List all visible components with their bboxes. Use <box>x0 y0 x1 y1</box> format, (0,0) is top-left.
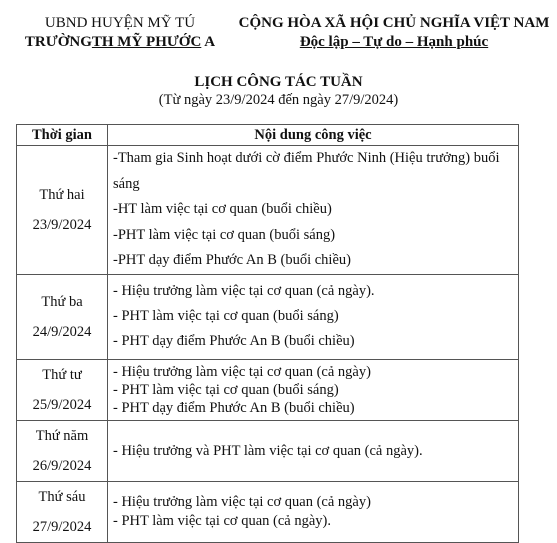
table-row <box>17 359 519 420</box>
content-cell <box>108 146 519 275</box>
day-cell <box>17 146 108 275</box>
header-time: Thời gian <box>17 125 108 146</box>
school-name <box>0 33 240 52</box>
school-name-underlined: TH MỸ PHƯỚC <box>91 34 202 50</box>
day-cell <box>17 274 108 359</box>
task-item: - PHT làm việc tại cơ quan (cả ngày). <box>113 512 331 529</box>
day-cell <box>17 420 108 481</box>
table-row <box>17 274 519 359</box>
national-motto: Độc lập – Tự do – Hạnh phúc <box>299 34 489 50</box>
task-item: -PHT làm việc tại cơ quan (buổi sáng) <box>113 226 336 243</box>
header-content: Nội dung công việc <box>108 125 519 146</box>
day-date: 27/9/2024 <box>32 518 92 535</box>
task-item: -PHT dạy điểm Phước An B (buổi chiều) <box>113 252 351 268</box>
content-cell <box>108 274 519 359</box>
table-row <box>17 146 519 275</box>
table-row <box>17 481 519 542</box>
school-prefix: TRƯỜNG <box>24 34 92 50</box>
day-cell <box>17 481 108 542</box>
content-cell <box>108 481 519 542</box>
task-item: - Hiệu trưởng làm việc tại cơ quan (cả ngày) <box>113 363 371 380</box>
date-range: (Từ ngày 23/9/2024 đến ngày 27/9/2024) <box>158 92 399 108</box>
task-item: - PHT dạy điểm Phước An B (buổi chiều) <box>113 333 355 349</box>
day-name: Thứ sáu <box>38 488 86 505</box>
district-unit: UBND HUYỆN MỸ TÚ <box>44 15 196 31</box>
day-date: 24/9/2024 <box>32 323 92 340</box>
table-header-row <box>17 125 519 146</box>
day-date: 25/9/2024 <box>32 396 92 413</box>
task-item: - PHT làm việc tại cơ quan (buổi sáng) <box>113 381 339 398</box>
national-header <box>228 14 557 52</box>
task-item: - PHT làm việc tại cơ quan (buổi sáng) <box>113 308 339 324</box>
task-item: -HT làm việc tại cơ quan (buổi chiều) <box>113 201 332 217</box>
day-cell <box>17 359 108 420</box>
weekly-schedule-table <box>16 124 519 543</box>
content-cell <box>108 420 519 481</box>
day-date: 23/9/2024 <box>32 216 92 233</box>
task-item: - PHT dạy điểm Phước An B (buổi chiều) <box>113 399 355 416</box>
table-row <box>17 420 519 481</box>
day-name: Thứ ba <box>41 293 83 310</box>
day-date: 26/9/2024 <box>32 457 92 474</box>
task-item: - Hiệu trưởng và PHT làm việc tại cơ quan (cả ngày). <box>113 442 423 459</box>
agency-header <box>0 14 240 52</box>
task-item: - Hiệu trưởng làm việc tại cơ quan (cả ngày) <box>113 493 371 510</box>
task-item: -Tham gia Sinh hoạt dưới cờ điểm Phước Ninh (Hiệu trưởng) buổi sáng <box>113 150 500 192</box>
school-suffix: A <box>201 34 216 50</box>
country-name: CỘNG HÒA XÃ HỘI CHỦ NGHĨA VIỆT NAM <box>238 15 550 31</box>
day-name: Thứ năm <box>35 427 89 444</box>
task-item: - Hiệu trưởng làm việc tại cơ quan (cả ngày). <box>113 283 375 299</box>
day-name: Thứ hai <box>39 186 85 203</box>
content-cell <box>108 359 519 420</box>
day-name: Thứ tư <box>42 366 82 383</box>
document-title: LỊCH CÔNG TÁC TUẦN <box>194 74 363 90</box>
